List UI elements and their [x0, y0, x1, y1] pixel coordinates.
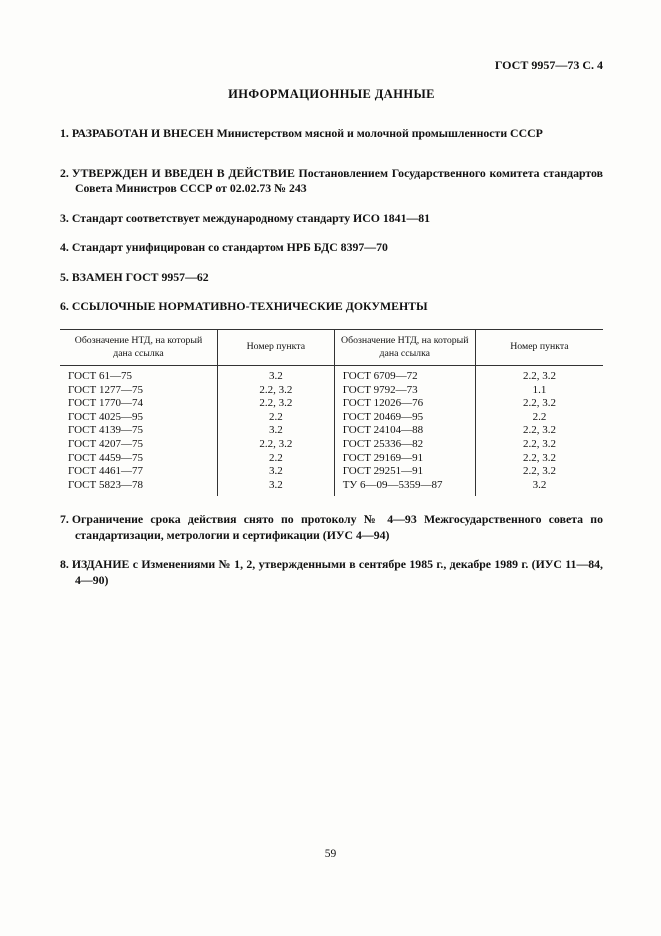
item-text: Стандарт унифицирован со стандартом НРБ БДС 8397—70 [71, 240, 388, 255]
table-row [60, 424, 603, 438]
table-header-cell: Номер пункта [217, 329, 334, 365]
doc-cell: ГОСТ 29251—91 [334, 465, 475, 479]
doc-cell: ГОСТ 24104—88 [334, 424, 475, 438]
clause-cell: 2.2, 3.2 [217, 397, 334, 411]
numbered-item-4 [60, 240, 603, 256]
clause-cell: 3.2 [217, 479, 334, 497]
doc-cell: ГОСТ 12026—76 [334, 397, 475, 411]
table-row [60, 397, 603, 411]
item-number: 1. [60, 126, 69, 140]
doc-cell: ГОСТ 20469—95 [334, 411, 475, 425]
item-number: 6. [60, 299, 69, 314]
clause-cell: 3.2 [217, 366, 334, 384]
item-text: Ограничение срока действия снято по протоколу № 4—93 Межгосударственного совета по стандартизации, метрологии и сертификации (ИУС 4—94) [71, 512, 603, 542]
numbered-item-3 [60, 211, 603, 227]
clause-cell: 2.2, 3.2 [522, 451, 556, 464]
doc-cell: ГОСТ 4461—77 [60, 465, 217, 479]
item-number: 3. [60, 210, 69, 225]
doc-cell: ТУ 6—09—5359—87 [334, 479, 475, 497]
clause-cell: 2.2, 3.2 [217, 438, 334, 452]
item-text: УТВЕРЖДЕН И ВВЕДЕН В ДЕЙСТВИЕ Постановлением Государственного комитета стандартов Совета Министров СССР от 02.02.73 № 243 [71, 165, 603, 196]
page-title: ИНФОРМАЦИОННЫЕ ДАННЫЕ [228, 87, 435, 101]
table-row [60, 366, 603, 384]
clause-cell: 2.2 [217, 452, 334, 466]
page-number: 59 [324, 848, 337, 860]
item-number: 7. [60, 512, 69, 527]
references-table [60, 329, 603, 496]
item-number: 4. [60, 240, 69, 255]
table-header-cell: Обозначение НТД, на который дана ссылка [334, 329, 475, 365]
numbered-item-1 [60, 126, 603, 142]
item-number: 2. [60, 165, 69, 180]
table-row [60, 411, 603, 425]
table-header-cell: Номер пункта [475, 329, 603, 365]
clause-cell: 1.1 [532, 383, 547, 396]
table-header-cell: Обозначение НТД, на который дана ссылка [60, 329, 217, 365]
doc-cell: ГОСТ 1770—74 [60, 397, 217, 411]
doc-cell: ГОСТ 29169—91 [334, 452, 475, 466]
numbered-item-5 [60, 270, 603, 286]
clause-cell: 2.2 [532, 410, 547, 423]
clause-cell: 3.2 [532, 478, 547, 491]
numbered-item-7 [60, 512, 603, 543]
doc-cell: ГОСТ 1277—75 [60, 384, 217, 398]
item-text: РАЗРАБОТАН И ВНЕСЕН Министерством мясной и молочной промышленности СССР [71, 126, 543, 140]
item-text: Стандарт соответствует международному стандарту ИСО 1841—81 [71, 210, 431, 225]
doc-cell: ГОСТ 9792—73 [334, 384, 475, 398]
doc-cell: ГОСТ 25336—82 [334, 438, 475, 452]
clause-cell: 2.2, 3.2 [522, 437, 556, 450]
doc-cell: ГОСТ 61—75 [60, 366, 217, 384]
item-text: ИЗДАНИЕ с Изменениями № 1, 2, утвержденными в сентябре 1985 г., декабре 1989 г. (ИУС 11—84, 4—90) [71, 557, 603, 587]
clause-cell: 2.2 [217, 411, 334, 425]
doc-reference: ГОСТ 9957—73 С. 4 [494, 58, 603, 72]
numbered-item-8 [60, 557, 603, 588]
doc-cell: ГОСТ 4459—75 [60, 452, 217, 466]
numbered-item-2 [60, 166, 603, 197]
doc-cell: ГОСТ 4025—95 [60, 411, 217, 425]
table-row [60, 384, 603, 398]
table-row [60, 438, 603, 452]
item-number: 5. [60, 269, 69, 284]
table-row [60, 465, 603, 479]
doc-cell: ГОСТ 5823—78 [60, 479, 217, 497]
clause-cell: 3.2 [217, 465, 334, 479]
doc-cell: ГОСТ 4139—75 [60, 424, 217, 438]
doc-cell: ГОСТ 4207—75 [60, 438, 217, 452]
clause-cell: 2.2, 3.2 [522, 424, 556, 437]
table-row [60, 479, 603, 497]
table-header-row [60, 329, 603, 365]
clause-cell: 2.2, 3.2 [522, 397, 556, 410]
numbered-item-6 [60, 299, 603, 315]
item-number: 8. [60, 557, 69, 572]
clause-cell: 2.2, 3.2 [522, 465, 556, 478]
clause-cell: 2.2, 3.2 [522, 370, 556, 383]
clause-cell: 3.2 [217, 424, 334, 438]
item-text: ВЗАМЕН ГОСТ 9957—62 [71, 269, 209, 284]
table-row [60, 452, 603, 466]
item-text: ССЫЛОЧНЫЕ НОРМАТИВНО-ТЕХНИЧЕСКИЕ ДОКУМЕНТЫ [71, 299, 428, 314]
clause-cell: 2.2, 3.2 [217, 384, 334, 398]
doc-cell: ГОСТ 6709—72 [334, 366, 475, 384]
